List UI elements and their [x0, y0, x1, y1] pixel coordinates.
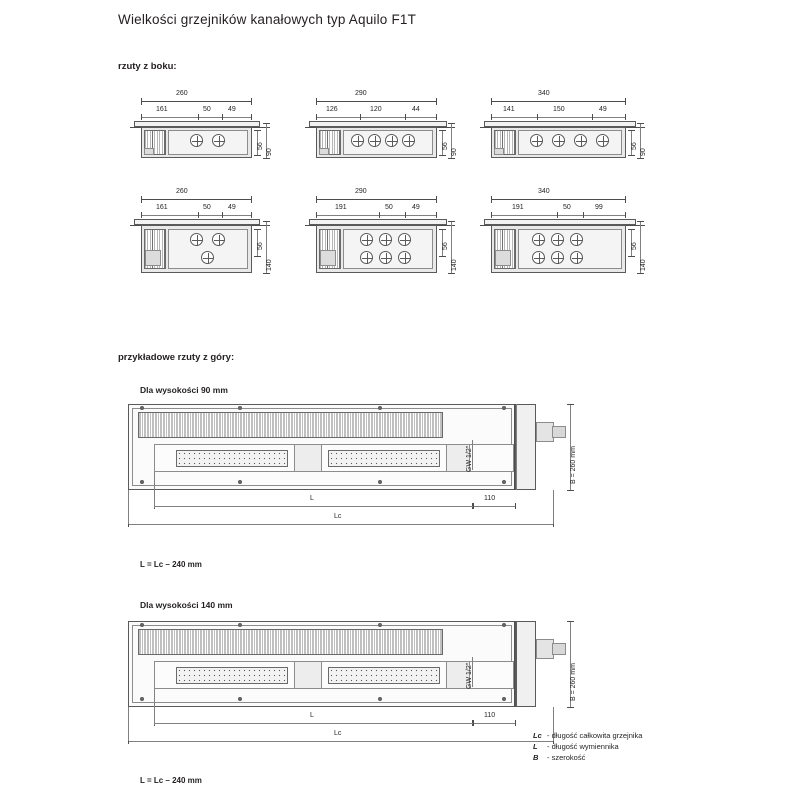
- dim-height-total: 90: [266, 148, 273, 156]
- side-view-340-90: [480, 90, 645, 170]
- dim-height-total: 140: [266, 259, 273, 271]
- connection-label-140: GW 1/2": [466, 662, 473, 689]
- dim-total-width: 290: [355, 90, 367, 97]
- dim-a: 126: [326, 106, 338, 113]
- dim-b: 50: [203, 106, 211, 113]
- legend-text-b: - szerokość: [547, 753, 586, 762]
- dim-total-width: 340: [538, 90, 550, 97]
- side-view-260-90: [130, 90, 273, 170]
- dim-c: 99: [595, 204, 603, 211]
- dim-height-total: 140: [640, 259, 647, 271]
- dim-c: 44: [412, 106, 420, 113]
- legend-row-lc: [533, 730, 642, 741]
- dim-height-total: 90: [451, 148, 458, 156]
- dim-height-total: 140: [451, 259, 458, 271]
- dim-c: 49: [228, 204, 236, 211]
- dim-total-width: 340: [538, 188, 550, 195]
- side-view-340-140: [480, 188, 645, 293]
- dim-Lc-140: Lc: [334, 730, 342, 737]
- dim-b: 50: [203, 204, 211, 211]
- dim-height-inner: 56: [631, 242, 638, 250]
- section-label-top-views: przykładowe rzuty z góry:: [118, 352, 235, 363]
- dim-a: 161: [156, 204, 168, 211]
- dim-b: 150: [553, 106, 565, 113]
- top-view-caption-90: Dla wysokości 90 mm: [140, 385, 228, 395]
- legend-row-l: [533, 741, 642, 752]
- side-view-260-140: [130, 188, 273, 293]
- dim-a: 161: [156, 106, 168, 113]
- dim-height-inner: 56: [631, 142, 638, 150]
- dim-b: 50: [385, 204, 393, 211]
- dim-c: 49: [228, 106, 236, 113]
- legend-key-l: L: [533, 742, 538, 751]
- dim-height-inner: 56: [442, 142, 449, 150]
- dim-Lc-90: Lc: [334, 513, 342, 520]
- top-view-90: [118, 400, 678, 550]
- dim-total-width: 260: [176, 90, 188, 97]
- legend-row-b: [533, 752, 642, 763]
- side-view-290-140: [305, 188, 458, 293]
- dim-a: 141: [503, 106, 515, 113]
- dim-height-inner: 56: [257, 242, 264, 250]
- legend-text-lc: - długość całkowita grzejnika: [547, 731, 643, 740]
- formula-90: L = Lc – 240 mm: [140, 560, 202, 569]
- side-view-290-90: [305, 90, 458, 170]
- legend-text-l: - długość wymiennika: [547, 742, 619, 751]
- dim-height-inner: 56: [442, 242, 449, 250]
- dim-b: 50: [563, 204, 571, 211]
- dim-c: 49: [412, 204, 420, 211]
- dim-B-90: B = 260 mm: [570, 446, 577, 484]
- legend-key-b: B: [533, 753, 539, 762]
- connection-label-90: GW 1/2": [466, 445, 473, 472]
- dim-height-inner: 56: [257, 142, 264, 150]
- dim-B-140: B = 260 mm: [570, 663, 577, 701]
- dim-a: 191: [335, 204, 347, 211]
- section-label-side-views: rzuty z boku:: [118, 61, 177, 72]
- dim-L-140: L: [310, 712, 314, 719]
- dim-a: 191: [512, 204, 524, 211]
- top-view-caption-140: Dla wysokości 140 mm: [140, 600, 233, 610]
- legend-key-lc: Lc: [533, 731, 542, 740]
- legend: [533, 730, 642, 763]
- dim-total-width: 290: [355, 188, 367, 195]
- dim-b: 120: [370, 106, 382, 113]
- dim-height-total: 90: [640, 148, 647, 156]
- dim-L-90: L: [310, 495, 314, 502]
- dim-total-width: 260: [176, 188, 188, 195]
- page-title: Wielkości grzejników kanałowych typ Aquilo F1T: [118, 12, 417, 27]
- formula-140: L = Lc – 240 mm: [140, 776, 202, 785]
- dim-110-140: 110: [484, 712, 496, 719]
- dim-110-90: 110: [484, 495, 496, 502]
- dim-c: 49: [599, 106, 607, 113]
